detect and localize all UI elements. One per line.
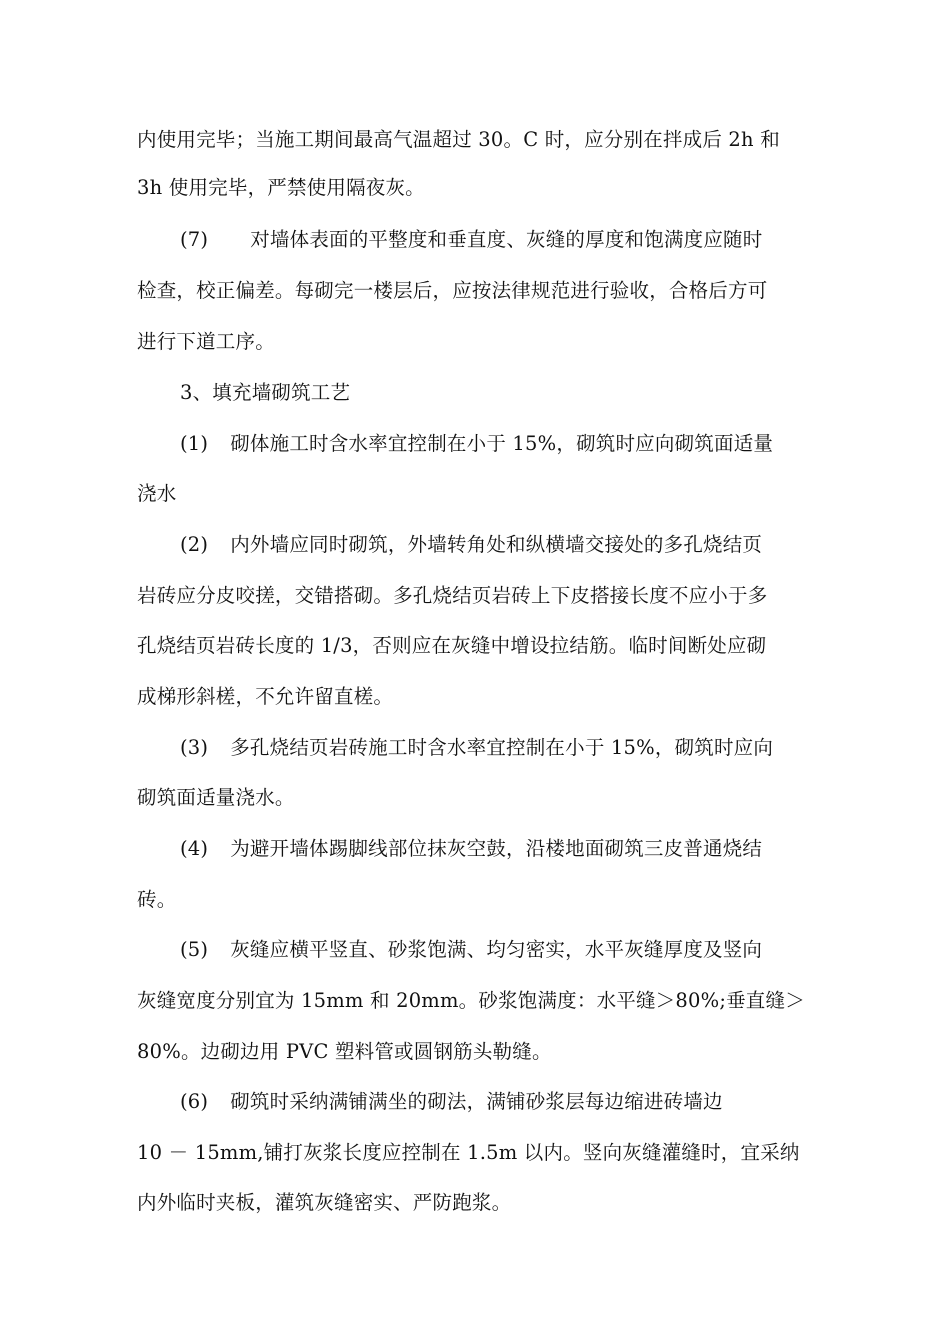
text-line: 10 － 15mm,铺打灰浆长度应控制在 1.5m 以内。竖向灰缝灌缝时，宜采纳 <box>137 1141 800 1164</box>
paragraph-item-7 <box>180 226 762 254</box>
text-line: 对墙体表面的平整度和垂直度、灰缝的厚度和饱满度应随时 <box>250 228 763 251</box>
text-line: 砖。 <box>137 888 177 911</box>
item-number: (1) <box>180 432 209 455</box>
text-line: 3h 使用完毕，严禁使用隔夜灰。 <box>137 176 425 199</box>
text-line: 内外墙应同时砌筑，外墙转角处和纵横墙交接处的多孔烧结页 <box>230 533 763 556</box>
text-line: 孔烧结页岩砖长度的 1/3，否则应在灰缝中增设拉结筋。临时间断处应砌 <box>137 634 767 657</box>
section-heading: 3、填充墙砌筑工艺 <box>180 381 351 404</box>
paragraph-item-1 <box>180 430 773 458</box>
paragraph-item-3 <box>180 734 773 762</box>
item-number: (2) <box>180 533 209 556</box>
text-line: 内外临时夹板，灌筑灰缝密实、严防跑浆。 <box>137 1191 512 1214</box>
text-line: 砌筑面适量浇水。 <box>137 786 295 809</box>
text-line: 内使用完毕；当施工期间最高气温超过 30。C 时，应分别在拌成后 2h 和 <box>137 128 780 151</box>
paragraph-item-6 <box>180 1088 723 1116</box>
paragraph-item-2 <box>180 531 762 559</box>
item-number: (5) <box>180 938 209 961</box>
paragraph-item-5 <box>180 936 762 964</box>
text-line: 为避开墙体踢脚线部位抹灰空鼓，沿楼地面砌筑三皮普通烧结 <box>230 837 763 860</box>
text-line: 80%。边砌边用 PVC 塑料管或圆钢筋头勒缝。 <box>137 1040 552 1063</box>
item-number: (4) <box>180 837 209 860</box>
text-line: 岩砖应分皮咬搓，交错搭砌。多孔烧结页岩砖上下皮搭接长度不应小于多 <box>137 584 768 607</box>
item-number: (3) <box>180 736 209 759</box>
text-line: 灰缝应横平竖直、砂浆饱满、均匀密实，水平灰缝厚度及竖向 <box>230 938 763 961</box>
text-line: 成梯形斜槎，不允许留直槎。 <box>137 685 394 708</box>
text-line: 多孔烧结页岩砖施工时含水率宜控制在小于 15%，砌筑时应向 <box>230 736 774 759</box>
item-number: (6) <box>180 1090 209 1113</box>
text-line: 进行下道工序。 <box>137 330 275 353</box>
text-line: 灰缝宽度分别宜为 15mm 和 20mm。砂浆饱满度：水平缝＞80%;垂直缝＞ <box>137 989 805 1012</box>
item-number: (7) <box>180 228 209 251</box>
text-line: 浇水 <box>137 482 177 505</box>
paragraph-item-4 <box>180 835 762 863</box>
text-line: 砌体施工时含水率宜控制在小于 15%，砌筑时应向砌筑面适量 <box>230 432 774 455</box>
text-line: 检查，校正偏差。每砌完一楼层后，应按法律规范进行验收，合格后方可 <box>137 279 768 302</box>
text-line: 砌筑时采纳满铺满坐的砌法，满铺砂浆层每边缩进砖墙边 <box>230 1090 723 1113</box>
